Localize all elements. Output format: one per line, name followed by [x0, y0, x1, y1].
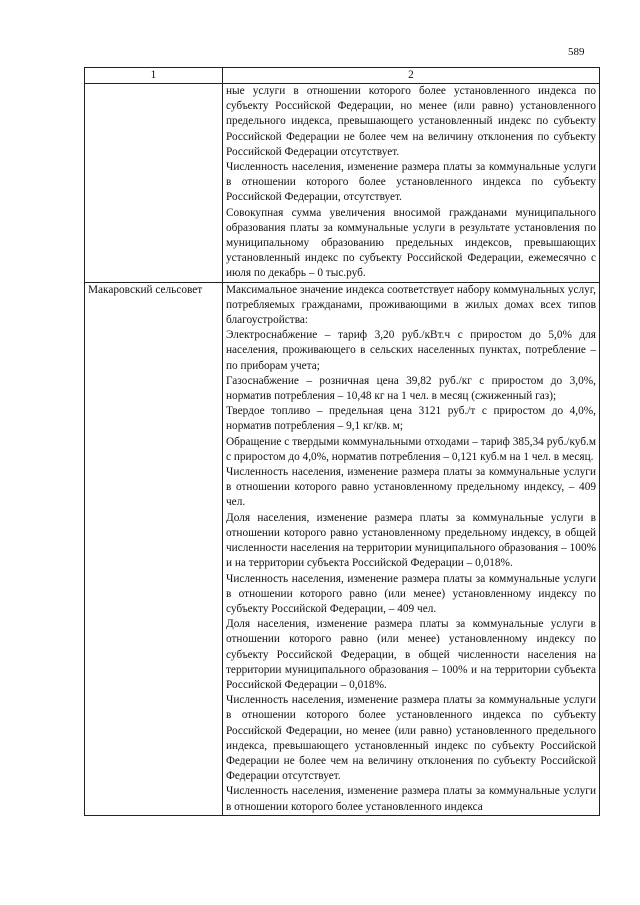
municipality-cell — [85, 84, 223, 283]
municipality-name: Макаровский сельсовет — [88, 283, 203, 296]
paragraph: Совокупная сумма увеличения вносимой гражданами муниципального образования платы за коммунальные услуги в результате установления по муниципальному образованию предельных индексов, превышающих установленный индекс по субъекту Российской Федерации, ежемесячно с июля по декабрь – 0 тыс.руб. — [226, 206, 596, 280]
paragraph: Доля населения, изменение размера платы за коммунальные услуги в отношении которого равно (или менее) установленному индексу по субъекту Российской Федерации, в общей численности населения на территории муниципального образования – 100% и на территории субъекта Российской Федерации – 0,018%. — [226, 618, 596, 691]
indices-table — [84, 67, 600, 816]
table-row — [85, 84, 600, 283]
description-cell — [223, 282, 600, 815]
page-number: 589 — [568, 46, 585, 58]
column-header-2: 2 — [223, 68, 600, 84]
paragraph: Численность населения, изменение размера платы за коммунальные услуги в отношении которого равно установленному предельному индексу, – 409 чел. — [226, 466, 596, 509]
paragraph: Численность населения, изменение размера платы за коммунальные услуги в отношении которого равно (или менее) установленному индексу по субъекту Российской Федерации, – 409 чел. — [226, 572, 596, 615]
paragraph: Численность населения, изменение размера платы за коммунальные услуги в отношении которого более установленного индекса по субъекту Российской Федерации, но менее (или равно) установленного предельного индекса, превышающего установленный индекс по субъекту Российской Федерации не более чем на величину отклонения по субъекту Российской Федерации отсутствует. — [226, 694, 596, 783]
paragraph: Максимальное значение индекса соответствует набору коммунальных услуг, потребляемых гражданами, проживающими в жилых домах всех типов благоустройства: — [226, 283, 596, 327]
paragraph: Электроснабжение – тариф 3,20 руб./кВт.ч с приростом до 5,0% для населения, проживающего в сельских населенных пунктах, потребление – по приборам учета; — [226, 329, 596, 372]
municipality-cell — [85, 282, 223, 815]
paragraph: ные услуги в отношении которого более установленного индекса по субъекту Российской Федерации, но менее (или равно) установленного предельного индекса, превышающего установленный индекс по субъекту Российской Федерации не более чем на величину отклонения по субъекту Российской Федерации отсутствует. — [226, 85, 596, 158]
paragraph: Численность населения, изменение размера платы за коммунальные услуги в отношении которого более установленного индекса по субъекту Российской Федерации, отсутствует. — [226, 161, 596, 204]
table-header-row — [85, 68, 600, 84]
description-cell — [223, 84, 600, 283]
paragraph: Обращение с твердыми коммунальными отходами – тариф 385,34 руб./куб.м с приростом до 4,0%, норматив потребления – 0,121 куб.м на 1 чел. в месяц. — [226, 435, 596, 463]
paragraph: Численность населения, изменение размера платы за коммунальные услуги в отношении которого более установленного индекса — [226, 785, 596, 813]
table-row — [85, 282, 600, 815]
paragraph: Доля населения, изменение размера платы за коммунальные услуги в отношении которого равно установленному предельному индексу, в общей численности населения на территории муниципального образования – 100% и на территории субъекта Российской Федерации – 0,018%. — [226, 511, 596, 570]
paragraph: Твердое топливо – предельная цена 3121 руб./т с приростом до 4,0%, норматив потребления – 9,1 кг/кв. м; — [226, 405, 596, 433]
paragraph: Газоснабжение – розничная цена 39,82 руб./кг с приростом до 3,0%, норматив потребления – 10,48 кг на 1 чел. в месяц (сжиженный газ); — [226, 374, 596, 403]
column-header-1: 1 — [85, 68, 223, 84]
